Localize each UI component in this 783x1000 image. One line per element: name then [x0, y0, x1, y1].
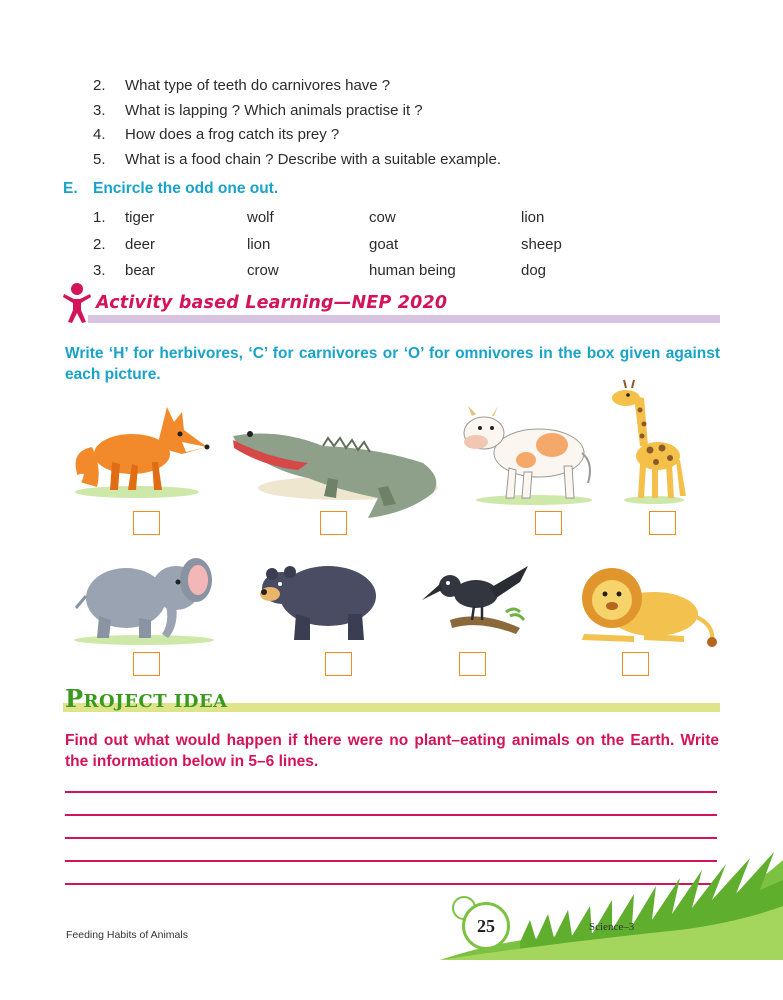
activity-band [88, 315, 720, 323]
odd-one-out-row: 2. deer lion goat sheep [93, 233, 562, 260]
book-name: Science–3 [589, 921, 635, 933]
fox-image [62, 392, 212, 500]
crow-image [420, 560, 530, 640]
writing-line[interactable] [65, 814, 717, 816]
odd-option[interactable]: cow [369, 209, 396, 226]
project-heading [63, 682, 720, 722]
answer-box-giraffe[interactable] [649, 511, 676, 535]
activity-heading [60, 280, 720, 326]
activity-instruction: Write ‘H’ for herbivores, ‘C’ for carnivores or ‘O’ for omnivores in the box given against each picture. [65, 345, 720, 383]
question-list [93, 74, 501, 172]
bear-image [256, 552, 382, 644]
odd-option[interactable]: lion [247, 235, 271, 253]
odd-option[interactable]: deer [125, 235, 156, 253]
section-e-heading: E. Encircle the odd one out. [63, 180, 279, 197]
answer-box-lion[interactable] [622, 652, 649, 676]
answer-box-bear[interactable] [325, 652, 352, 676]
cow-image [454, 398, 599, 508]
odd-option[interactable]: lion [521, 209, 545, 226]
odd-option[interactable]: crow [247, 262, 279, 279]
odd-one-out-row: 3. bear crow human being dog [93, 259, 562, 286]
crocodile-image [228, 418, 446, 526]
odd-option[interactable]: dog [521, 262, 547, 279]
writing-line[interactable] [65, 837, 717, 839]
odd-option[interactable]: human being [369, 262, 456, 279]
writing-line[interactable] [65, 791, 717, 793]
project-instruction: Find out what would happen if there were no plant–eating animals on the Earth. Write the information below in 5–6 lines. [65, 732, 719, 770]
answer-box-crocodile[interactable] [320, 511, 347, 535]
answer-box-elephant[interactable] [133, 652, 160, 676]
project-title: PROJECT IDEA [65, 684, 228, 713]
lion-image [574, 554, 718, 650]
answer-box-crow[interactable] [459, 652, 486, 676]
answer-box-fox[interactable] [133, 511, 160, 535]
chapter-name: Feeding Habits of Animals [66, 929, 188, 941]
odd-one-out-row: 1. tiger wolf cow lion [93, 206, 562, 233]
odd-option[interactable]: sheep [521, 235, 562, 253]
giraffe-image [604, 376, 690, 506]
odd-option[interactable]: wolf [247, 209, 274, 226]
kid-icon [60, 280, 94, 324]
odd-option[interactable]: bear [125, 262, 156, 279]
question-item: 2. What type of teeth do carnivores have ? [93, 77, 391, 94]
odd-option[interactable]: goat [369, 235, 399, 253]
question-item: 3. What is lapping ? Which animals practise it ? [93, 101, 423, 119]
activity-title: Activity based Learning—NEP 2020 [96, 293, 448, 313]
page-number: 25 [462, 902, 510, 950]
question-item: 4. How does a frog catch its prey ? [93, 126, 340, 143]
odd-option[interactable]: tiger [125, 209, 155, 226]
odd-one-out-table [93, 206, 562, 286]
elephant-image [64, 546, 224, 646]
answer-box-cow[interactable] [535, 511, 562, 535]
question-item: 5. What is a food chain ? Describe with a suitable example. [93, 150, 502, 168]
